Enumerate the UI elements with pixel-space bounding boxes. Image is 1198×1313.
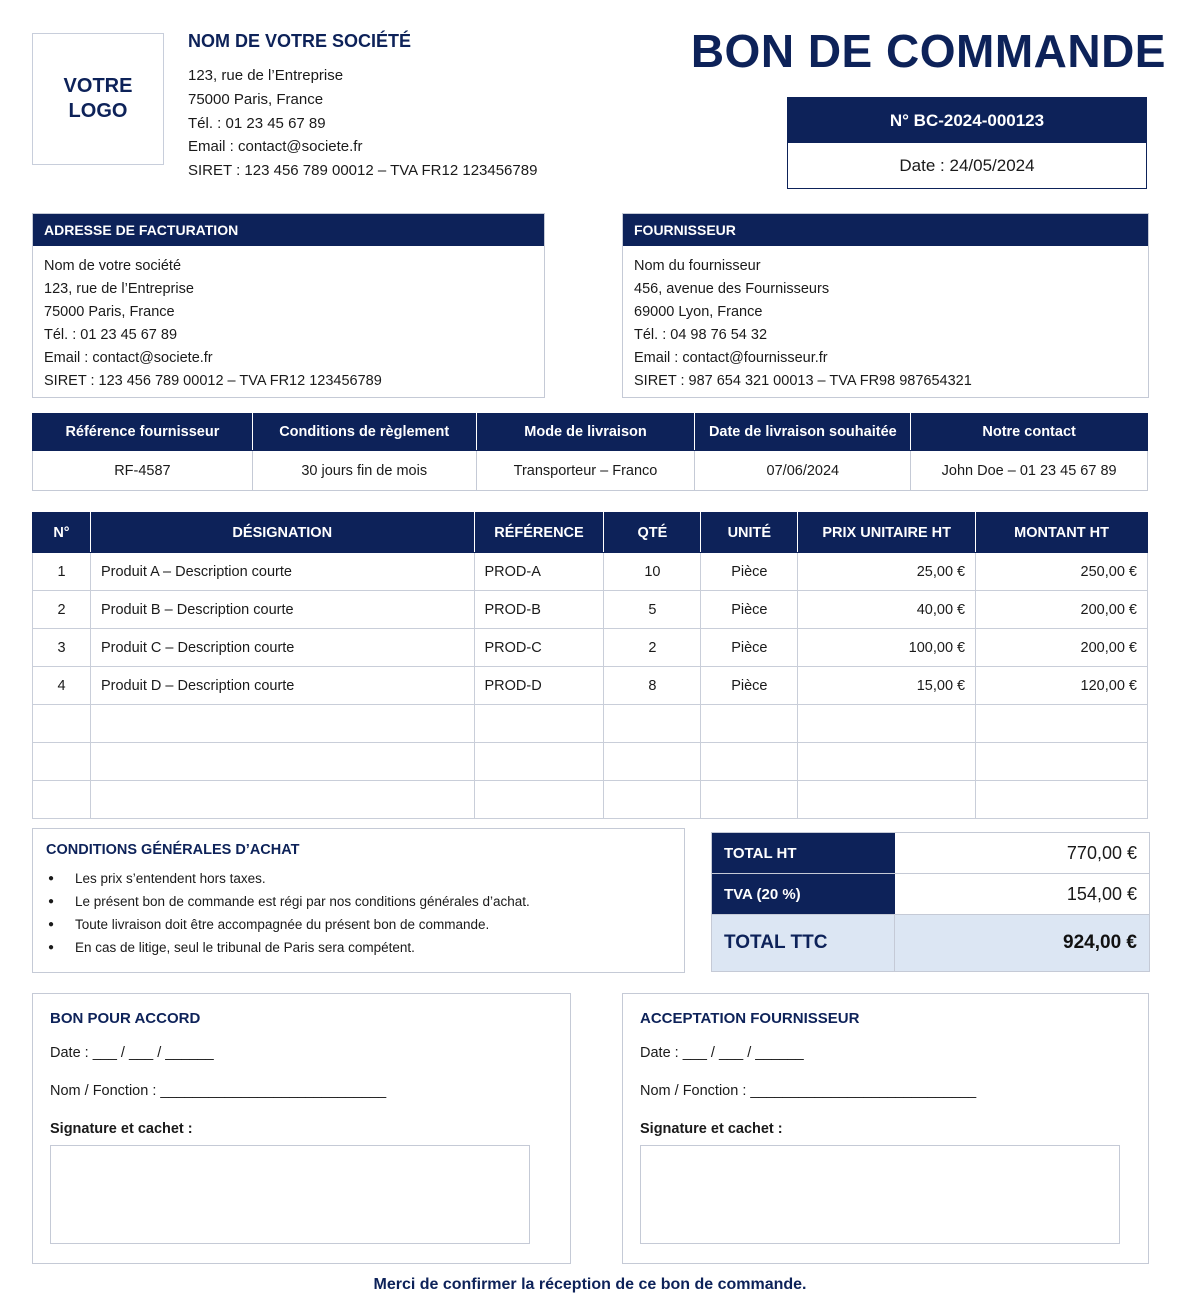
- item-quantity: 2: [604, 629, 701, 667]
- approval-signature-area[interactable]: [50, 1145, 530, 1244]
- item-reference: [474, 743, 604, 781]
- billing-address-title: ADRESSE DE FACTURATION: [33, 214, 544, 246]
- order-number-box: [787, 97, 1147, 189]
- item-unit-price: [798, 705, 976, 743]
- item-designation: Produit B – Description courte: [90, 591, 474, 629]
- column-header-number: N°: [33, 513, 91, 553]
- total-ht-row: [712, 833, 1149, 874]
- total-ttc-label: TOTAL TTC: [712, 915, 895, 971]
- item-number: [33, 781, 91, 819]
- item-designation: Produit C – Description courte: [90, 629, 474, 667]
- item-reference: PROD-D: [474, 667, 604, 705]
- billing-address-box: [32, 213, 545, 398]
- supplier-line: Email : contact@fournisseur.fr: [634, 350, 828, 366]
- item-designation: [90, 781, 474, 819]
- purchase-conditions-title: CONDITIONS GÉNÉRALES D’ACHAT: [46, 842, 300, 858]
- table-row: [33, 553, 1148, 591]
- item-unit: Pièce: [701, 591, 798, 629]
- delivery-mode: Transporteur – Franco: [476, 451, 695, 491]
- acceptance-name-field[interactable]: Nom / Fonction : ____________________________: [640, 1083, 977, 1099]
- tva-label: TVA (20 %): [712, 874, 895, 914]
- supplier-reference: RF-4587: [33, 451, 253, 491]
- items-header-row: [33, 513, 1148, 553]
- document-title: BON DE COMMANDE: [690, 25, 1166, 77]
- approval-name-field[interactable]: Nom / Fonction : ____________________________: [50, 1083, 387, 1099]
- order-number: N° BC-2024-000123: [788, 98, 1146, 143]
- item-number: 3: [33, 629, 91, 667]
- item-amount: 200,00 €: [976, 591, 1148, 629]
- item-unit: Pièce: [701, 667, 798, 705]
- item-amount: 250,00 €: [976, 553, 1148, 591]
- item-unit: [701, 781, 798, 819]
- item-quantity: [604, 705, 701, 743]
- tva-value: 154,00 €: [1066, 883, 1137, 904]
- item-reference: [474, 781, 604, 819]
- item-designation: [90, 743, 474, 781]
- item-unit-price: 15,00 €: [798, 667, 976, 705]
- item-amount: 200,00 €: [976, 629, 1148, 667]
- acceptance-signature-area[interactable]: [640, 1145, 1120, 1244]
- item-unit: [701, 705, 798, 743]
- item-unit-price: 25,00 €: [798, 553, 976, 591]
- supplier-line: 69000 Lyon, France: [634, 304, 763, 320]
- condition-item: ● Les prix s’entendent hors taxes.: [46, 867, 530, 890]
- billing-line: SIRET : 123 456 789 00012 – TVA FR12 123456789: [44, 373, 382, 389]
- item-amount: [976, 705, 1148, 743]
- totals-box: [711, 832, 1150, 972]
- table-row: [33, 629, 1148, 667]
- supplier-box: [622, 213, 1149, 398]
- billing-line: Tél. : 01 23 45 67 89: [44, 327, 178, 343]
- item-unit-price: 100,00 €: [798, 629, 976, 667]
- order-date: Date : 24/05/2024: [899, 155, 1035, 175]
- items-table: [32, 512, 1148, 819]
- tva-row: [712, 874, 1149, 915]
- supplier-line: Nom du fournisseur: [634, 258, 761, 274]
- condition-item: ● Toute livraison doit être accompagnée du présent bon de commande.: [46, 913, 530, 936]
- item-unit-price: [798, 781, 976, 819]
- payment-terms: 30 jours fin de mois: [252, 451, 476, 491]
- total-ht-value: 770,00 €: [1066, 842, 1137, 863]
- item-unit: Pièce: [701, 629, 798, 667]
- company-name: NOM DE VOTRE SOCIÉTÉ: [188, 31, 412, 51]
- purchase-conditions-box: [32, 828, 685, 973]
- logo-line-2: LOGO: [68, 100, 128, 122]
- item-amount: 120,00 €: [976, 667, 1148, 705]
- acceptance-signature-label: Signature et cachet :: [640, 1121, 783, 1137]
- delivery-date: 07/06/2024: [695, 451, 911, 491]
- billing-line: Nom de votre société: [44, 258, 182, 274]
- item-designation: [90, 705, 474, 743]
- approval-title: BON POUR ACCORD: [50, 1010, 201, 1027]
- acceptance-title: ACCEPTATION FOURNISSEUR: [640, 1010, 860, 1027]
- table-row: [33, 667, 1148, 705]
- billing-line: 123, rue de l’Entreprise: [44, 281, 194, 297]
- item-quantity: [604, 781, 701, 819]
- item-unit: [701, 743, 798, 781]
- item-designation: Produit A – Description courte: [90, 553, 474, 591]
- company-line: 75000 Paris, France: [188, 90, 324, 108]
- approval-date-field[interactable]: Date : ___ / ___ / ______: [50, 1045, 214, 1061]
- item-reference: PROD-C: [474, 629, 604, 667]
- item-unit-price: [798, 743, 976, 781]
- info-header: Référence fournisseur: [33, 414, 253, 451]
- acceptance-box: [622, 993, 1149, 1264]
- item-reference: PROD-B: [474, 591, 604, 629]
- info-header: Notre contact: [911, 414, 1148, 451]
- item-designation: Produit D – Description courte: [90, 667, 474, 705]
- supplier-line: 456, avenue des Fournisseurs: [634, 281, 830, 297]
- footer-message: Merci de confirmer la réception de ce bon de commande.: [373, 1276, 807, 1293]
- contact: John Doe – 01 23 45 67 89: [911, 451, 1148, 491]
- column-header-unit-price: PRIX UNITAIRE HT: [798, 513, 976, 553]
- column-header-amount: MONTANT HT: [976, 513, 1148, 553]
- item-quantity: [604, 743, 701, 781]
- condition-item: ● Le présent bon de commande est régi par nos conditions générales d’achat.: [46, 890, 530, 913]
- approval-signature-label: Signature et cachet :: [50, 1121, 193, 1137]
- column-header-designation: DÉSIGNATION: [90, 513, 474, 553]
- item-number: [33, 743, 91, 781]
- total-ttc-value: 924,00 €: [1063, 932, 1137, 953]
- item-number: 4: [33, 667, 91, 705]
- item-amount: [976, 743, 1148, 781]
- order-info-table: [32, 413, 1148, 491]
- company-line: Tél. : 01 23 45 67 89: [188, 114, 326, 132]
- logo-line-1: VOTRE: [63, 75, 133, 97]
- table-row: [33, 781, 1148, 819]
- column-header-quantity: QTÉ: [604, 513, 701, 553]
- company-address: [188, 64, 537, 183]
- item-quantity: 5: [604, 591, 701, 629]
- order-info-value-row: [33, 451, 1148, 491]
- info-header: Conditions de règlement: [252, 414, 476, 451]
- table-row: [33, 743, 1148, 781]
- company-line: 123, rue de l’Entreprise: [188, 67, 344, 84]
- item-number: [33, 705, 91, 743]
- item-reference: [474, 705, 604, 743]
- acceptance-date-field[interactable]: Date : ___ / ___ / ______: [640, 1045, 804, 1061]
- table-row: [33, 591, 1148, 629]
- supplier-line: Tél. : 04 98 76 54 32: [634, 327, 768, 343]
- billing-line: 75000 Paris, France: [44, 304, 175, 320]
- total-ht-label: TOTAL HT: [712, 833, 895, 873]
- items-body: [33, 553, 1148, 819]
- item-unit-price: 40,00 €: [798, 591, 976, 629]
- order-info-header-row: [33, 414, 1148, 451]
- item-unit: Pièce: [701, 553, 798, 591]
- company-line: Email : contact@societe.fr: [188, 138, 363, 156]
- item-quantity: 10: [604, 553, 701, 591]
- item-quantity: 8: [604, 667, 701, 705]
- item-number: 2: [33, 591, 91, 629]
- approval-box: [32, 993, 571, 1264]
- item-number: 1: [33, 553, 91, 591]
- logo-placeholder: [32, 33, 164, 165]
- item-amount: [976, 781, 1148, 819]
- total-ttc-row: [712, 915, 1149, 971]
- table-row: [33, 705, 1148, 743]
- info-header: Mode de livraison: [476, 414, 695, 451]
- company-line: SIRET : 123 456 789 00012 – TVA FR12 123456789: [188, 162, 538, 180]
- supplier-line: SIRET : 987 654 321 00013 – TVA FR98 987654321: [634, 373, 972, 389]
- condition-item: ● En cas de litige, seul le tribunal de Paris sera compétent.: [46, 936, 530, 959]
- column-header-unit: UNITÉ: [701, 513, 798, 553]
- supplier-title: FOURNISSEUR: [623, 214, 1148, 246]
- info-header: Date de livraison souhaitée: [695, 414, 911, 451]
- billing-line: Email : contact@societe.fr: [44, 350, 213, 366]
- purchase-conditions-list: [46, 867, 530, 959]
- column-header-reference: RÉFÉRENCE: [474, 513, 604, 553]
- item-reference: PROD-A: [474, 553, 604, 591]
